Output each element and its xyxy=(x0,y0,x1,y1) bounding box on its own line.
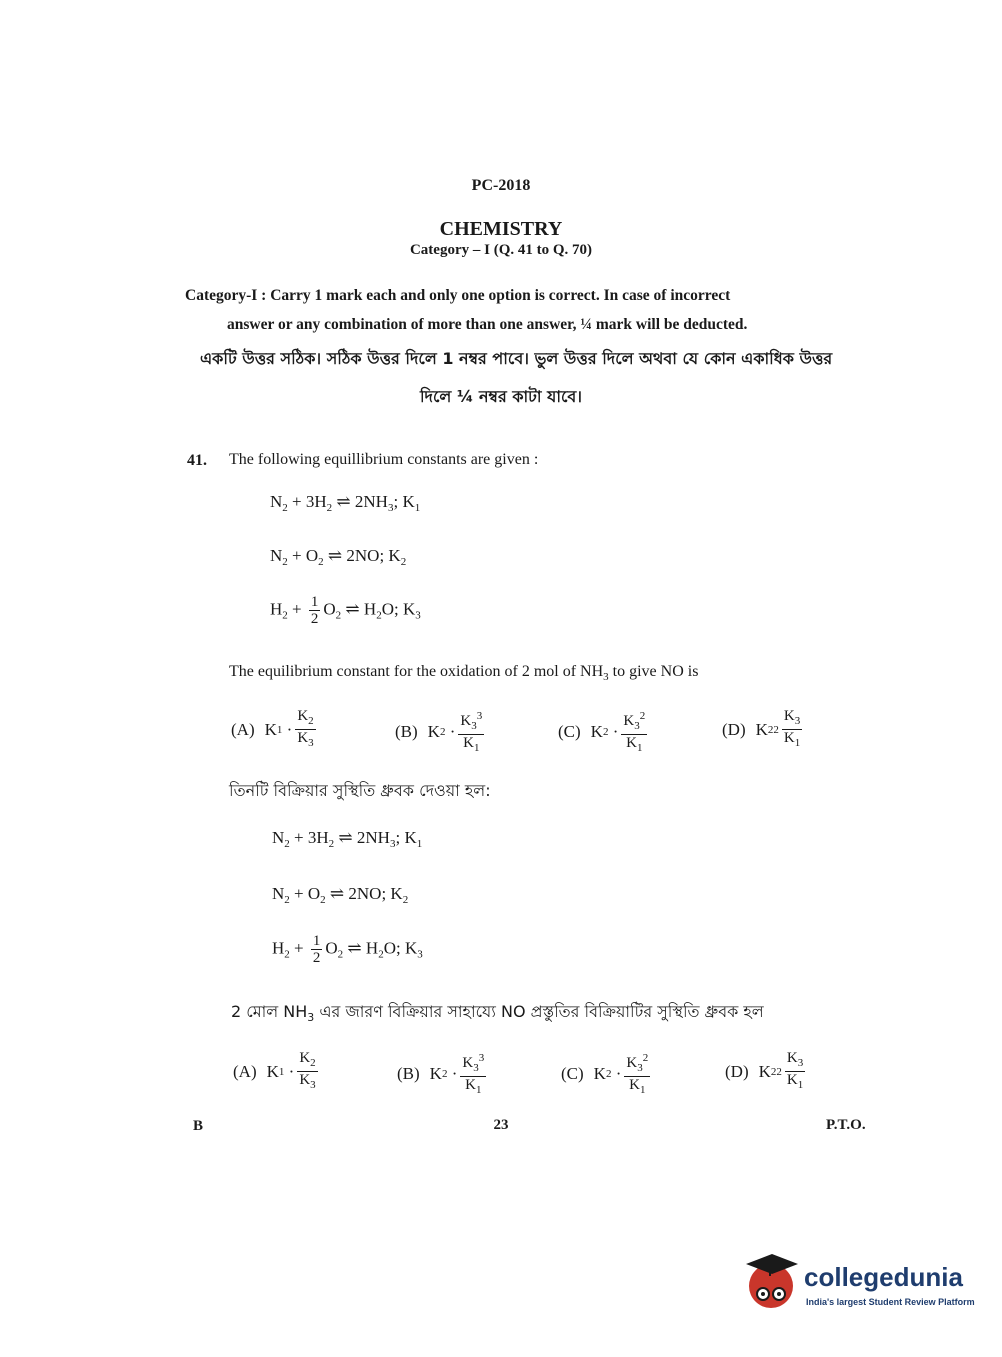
equation-3-bn: $H_2$ + $\frac{1}{2}$ $O_2$ ⇌ $H_2O$; $K_3$ xyxy=(272,933,423,966)
question-ask-bn: 2 মোল $NH_3$ এর জারণ বিক্রিয়ার সাহায্যে NO প্রস্তুতির বিক্রিয়াটির সুস্থিতি ধ্রুবক হল xyxy=(231,1002,764,1025)
instructions-bengali-line2: দিলে ¼ নম্বর কাটা যাবে। xyxy=(419,387,583,406)
question-number: 41. xyxy=(187,452,207,469)
option-b-en[interactable]: (B) K 2 · $\frac{K_3^3}{K_1}$ xyxy=(395,710,483,754)
page-title: CHEMISTRY xyxy=(439,218,563,240)
category-range: Category – I (Q. 41 to Q. 70) xyxy=(409,242,593,258)
equation-1: $N_2 + 3H_2$ ⇌ $2NH_3$; $K_1$ xyxy=(270,492,421,514)
instructions-bengali-line1: একটি উত্তর সঠিক। সঠিক উত্তর দিলে 1 নম্বর পাবে। ভুল উত্তর দিলে অথবা যে কোন একাধিক উত্তর xyxy=(200,349,833,368)
option-b-bn[interactable]: (B) K 2 · $\frac{K_3^3}{K_1}$ xyxy=(397,1052,485,1096)
brand-tagline: India's largest Student Review Platform xyxy=(806,1297,975,1307)
equation-3: $H_2$ + $\frac{1}{2}$ $O_2$ ⇌ $H_2O$; $K_3$ xyxy=(270,594,421,627)
instructions-english-line2: answer or any combination of more than one answer, ¼ mark will be deducted. xyxy=(227,316,748,333)
page-number: 23 xyxy=(493,1117,509,1133)
graduate-mascot-icon xyxy=(742,1250,800,1314)
option-d-bn[interactable]: (D) K 2 2 $\frac{K_3}{K_1}$ xyxy=(725,1050,804,1091)
pto-label: P.T.O. xyxy=(826,1117,866,1133)
equation-2-bn: $N_2 + O_2$ ⇌ 2NO; $K_2$ xyxy=(272,884,409,906)
question-ask-en: The equilibrium constant for the oxidation of 2 mol of $NH_3$ to give NO is xyxy=(229,663,699,684)
equation-2: $N_2 + O_2$ ⇌ 2NO; $K_2$ xyxy=(270,546,407,568)
set-label: B xyxy=(193,1118,204,1134)
option-a-bn[interactable]: (A) K 1 · $\frac{K_2}{K_3}$ xyxy=(233,1050,316,1091)
paper-code: PC-2018 xyxy=(471,177,531,194)
question-stem-bn: তিনটি বিক্রিয়ার সুস্থিতি ধ্রুবক দেওয়া হল: xyxy=(229,781,491,800)
option-c-en[interactable]: (C) K 2 · $\frac{K_3^2}{K_1}$ xyxy=(558,710,646,754)
collegedunia-logo xyxy=(742,1250,975,1320)
option-a-en[interactable]: (A) K 1 · $\frac{K_2}{K_3}$ xyxy=(231,708,314,749)
option-d-en[interactable]: (D) K 2 2 $\frac{K_3}{K_1}$ xyxy=(722,708,801,749)
equation-1-bn: $N_2 + 3H_2$ ⇌ $2NH_3$; $K_1$ xyxy=(272,828,423,850)
brand-name: collegedunia xyxy=(804,1262,963,1292)
option-c-bn[interactable]: (C) K 2 · $\frac{K_3^2}{K_1}$ xyxy=(561,1052,649,1096)
question-stem-en: The following equillibrium constants are given : xyxy=(229,451,539,468)
instructions-english-line1: Category-I : Carry 1 mark each and only one option is correct. In case of incorrect xyxy=(185,287,731,304)
